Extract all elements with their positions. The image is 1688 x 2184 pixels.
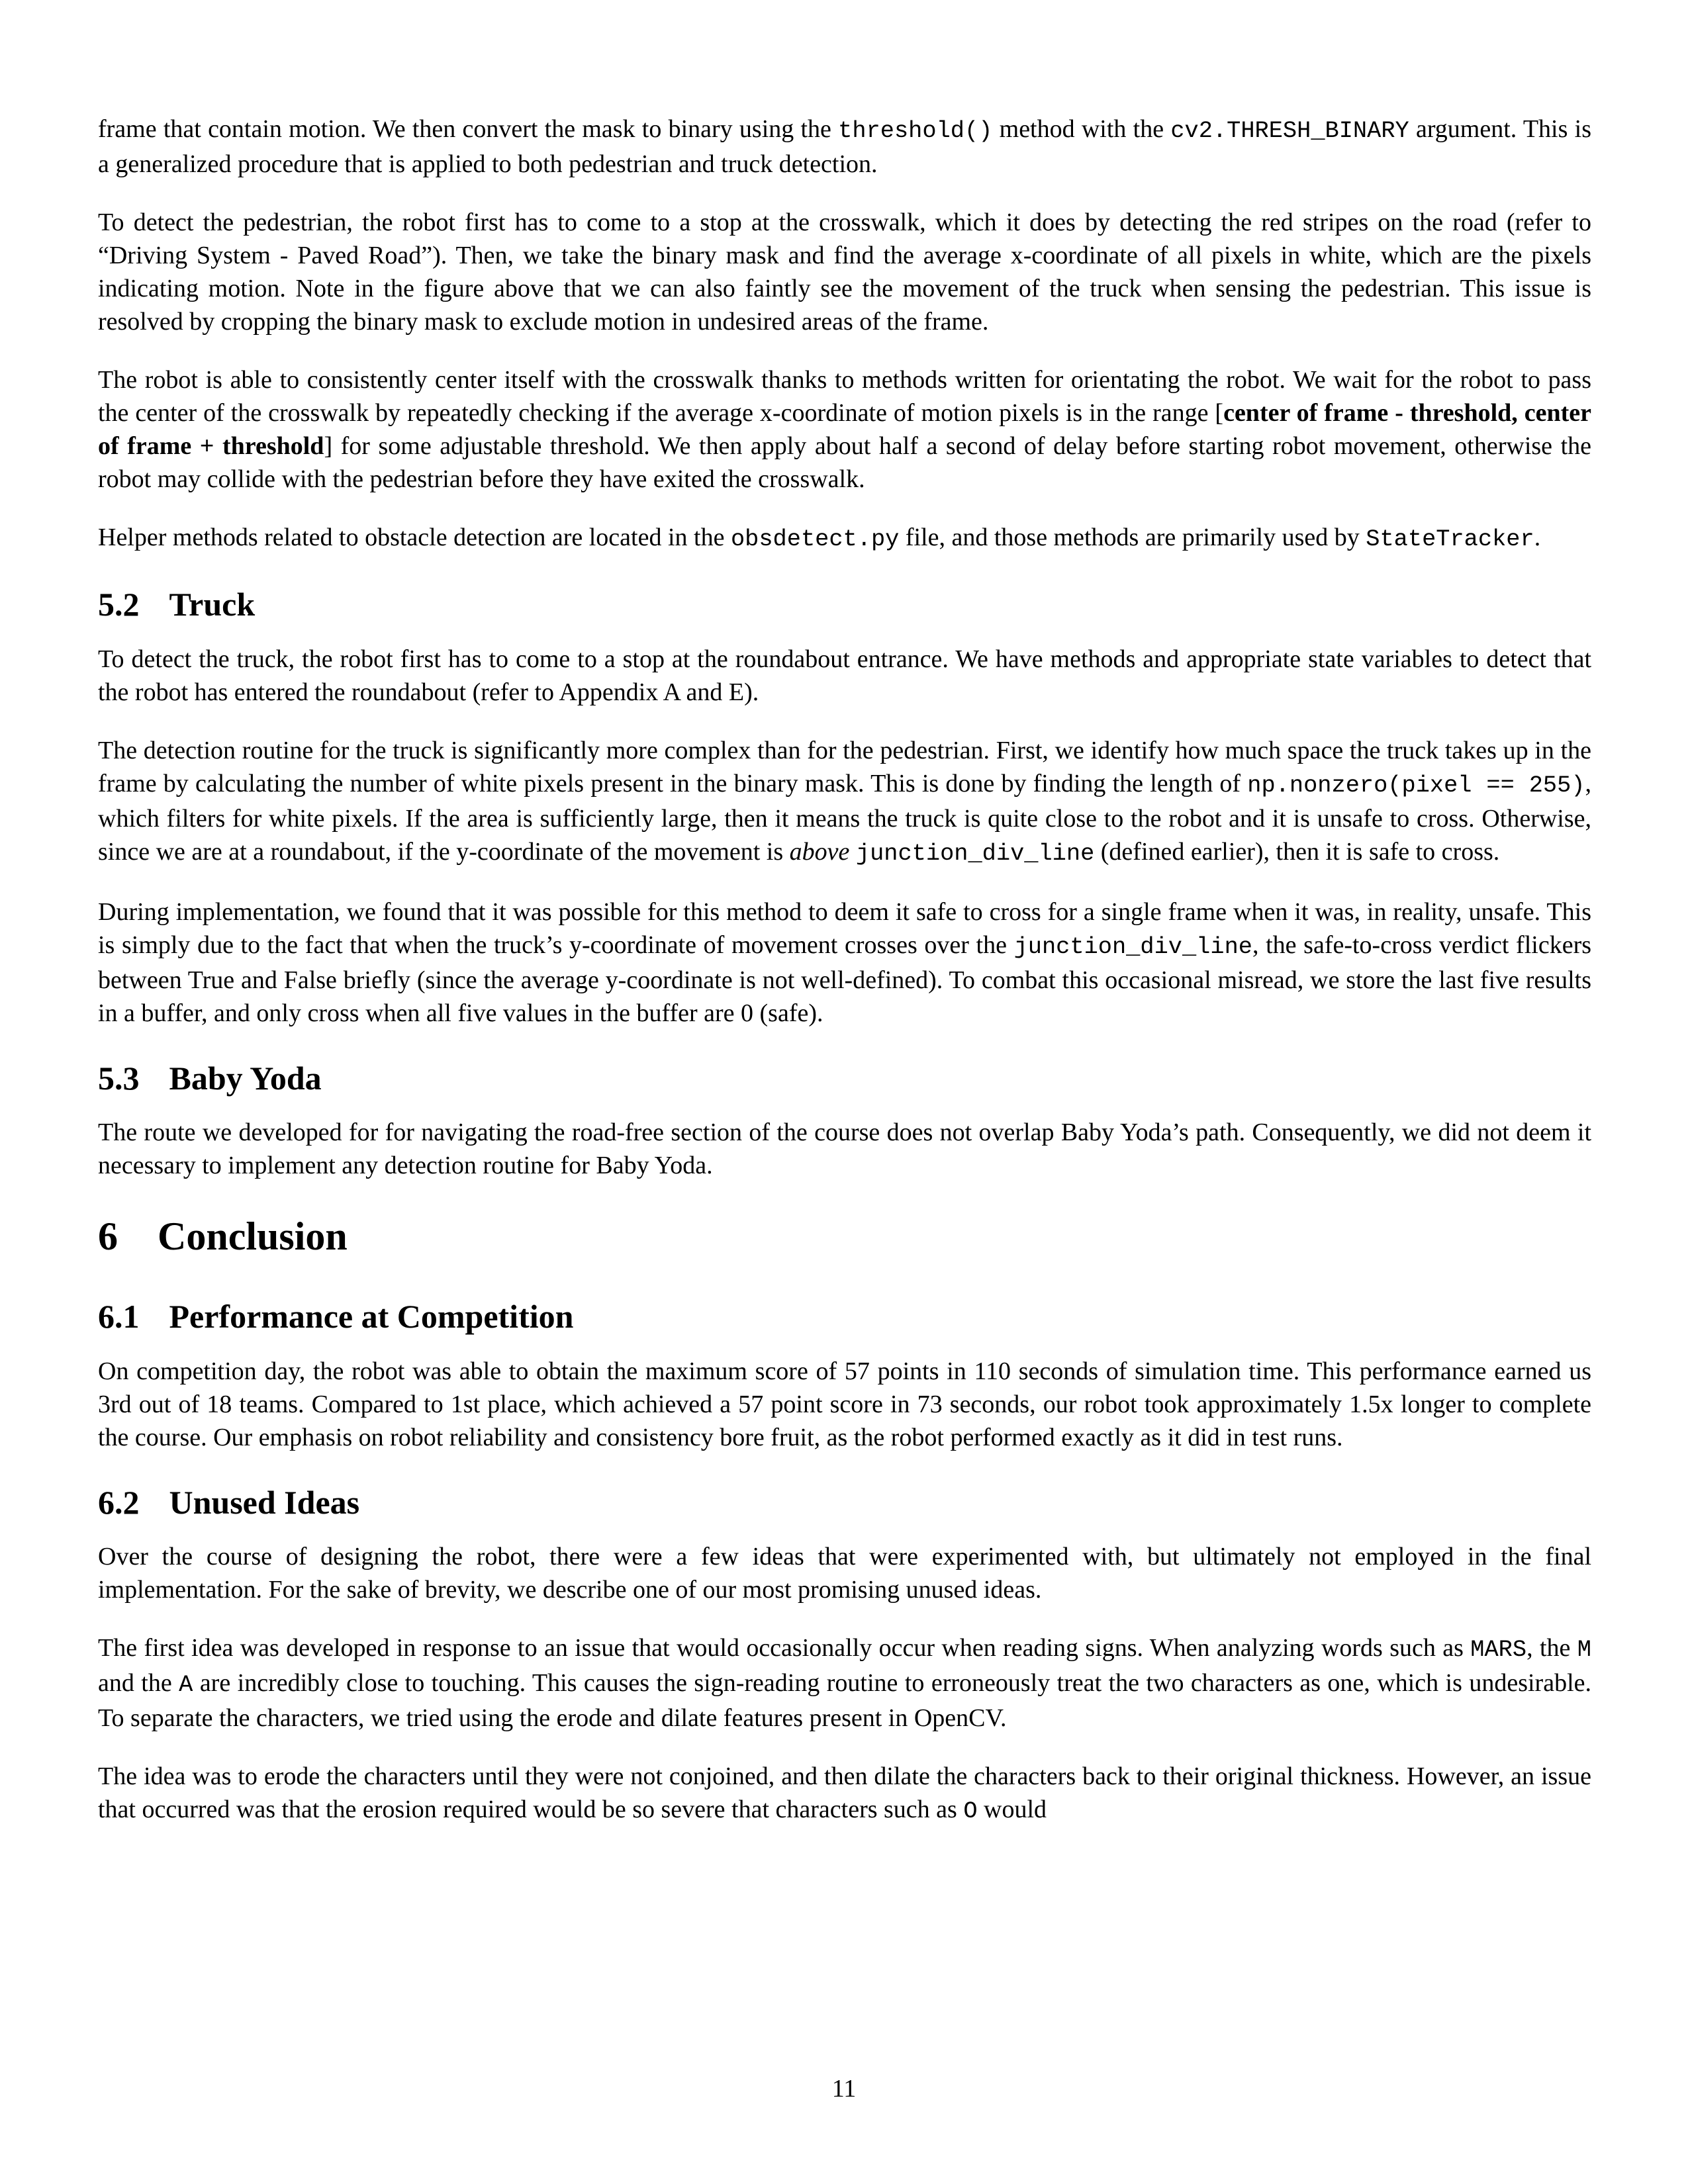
text-run: The route we developed for for navigating the road-free section of the course does not overlap Baby Yoda’s path. Consequently, we did not deem it necessary to implement any detection routine for Baby Yoda. [98, 1118, 1591, 1179]
text-run: The robot is able to consistently center itself with the crosswalk thanks to methods written for orientating the robot. We wait for the robot to pass the center of the crosswalk by repeatedly checking if the average x-coordinate of motion pixels is in the range [ [98, 366, 1591, 427]
inline-code: cv2.THRESH_BINARY [1170, 118, 1409, 144]
text-run: , which filters for white pixels. If the area is sufficiently large, then it means the truck is quite close to the robot and it is unsafe to cross. Otherwise, since we are at a roundabout, if the y-coordinate of the movement is [98, 769, 1592, 866]
paragraph [98, 734, 1591, 870]
inline-code: A [179, 1672, 193, 1698]
inline-code: StateTracker [1366, 526, 1534, 553]
paragraph [98, 1116, 1591, 1182]
paragraph [98, 1540, 1591, 1606]
text-run: would [977, 1796, 1047, 1823]
section-number: 5.3 [98, 1059, 140, 1097]
text-run [849, 838, 856, 866]
section-heading-5.2 [98, 586, 1591, 624]
inline-code: O [963, 1798, 978, 1825]
page-number: 11 [831, 2075, 857, 2103]
italic-text: above [789, 837, 850, 866]
section-title: Truck [169, 586, 256, 623]
section-title: Conclusion [158, 1214, 348, 1258]
section-number: 6 [98, 1214, 118, 1258]
inline-code: np.nonzero(pixel == 255) [1247, 772, 1585, 799]
paragraph [98, 1760, 1591, 1828]
text-run: file, and those methods are primarily used by [899, 523, 1366, 551]
text-run: The idea was to erode the characters until they were not conjoined, and then dilate the characters back to their original thickness. However, an issue that occurred was that the erosion required would be so severe that characters such as [98, 1762, 1591, 1823]
paragraph [98, 363, 1591, 496]
inline-code: junction_div_line [855, 840, 1095, 867]
paragraph [98, 1631, 1591, 1735]
paragraph [98, 1355, 1591, 1454]
section-title: Unused Ideas [169, 1483, 360, 1521]
paragraph [98, 113, 1591, 181]
paragraph [98, 206, 1591, 338]
section-title: Performance at Competition [169, 1298, 574, 1335]
bold-text: , [1511, 399, 1524, 427]
paragraph [98, 643, 1591, 709]
section-title: Baby Yoda [169, 1059, 322, 1097]
section-heading-6.1 [98, 1298, 1591, 1336]
text-run: are incredibly close to touching. This causes the sign-reading routine to erroneously treat the two characters as one, which is undesirable. To separate the characters, we tried using the erode and dilate features present in OpenCV. [98, 1669, 1591, 1732]
text-run: During implementation, we found that it was possible for this method to deem it safe to cross for a single frame when it was, in reality, unsafe. This is simply due to the fact that when the truck’s y-coordinate of movement crosses over the [98, 897, 1591, 959]
paragraph [98, 895, 1591, 1030]
text-run: Helper methods related to obstacle detection are located in the [98, 523, 731, 551]
paragraph [98, 521, 1591, 556]
section-heading-5.3 [98, 1060, 1591, 1098]
bold-text: center of frame + threshold [98, 399, 1591, 460]
text-run: argument. This is a generalized procedure that is applied to both pedestrian and truck detection. [98, 115, 1591, 178]
text-run: On competition day, the robot was able to obtain the maximum score of 57 points in 110 seconds of simulation time. This performance earned us 3rd out of 18 teams. Compared to 1st place, which achieved a 57 point score in 73 seconds, our robot took approximately 1.5x longer to complete the course. Our emphasis on robot reliability and consistency bore fruit, as the robot performed exactly as it did in test runs. [98, 1357, 1591, 1451]
text-run: , the safe-to-cross verdict flickers between True and False briefly (since the average y-coordinate is not well-defined). To combat this occasional misread, we store the last five results in a buffer, and only cross when all five values in the buffer are 0 (safe). [98, 931, 1592, 1027]
text-run: The first idea was developed in response to an issue that would occasionally occur when reading signs. When analyzing words such as [98, 1634, 1471, 1662]
inline-code: MARS [1470, 1637, 1527, 1663]
text-run: method with the [992, 115, 1171, 143]
text-run: To detect the truck, the robot first has to come to a stop at the roundabout entrance. We have methods and appropriate state variables to detect that the robot has entered the roundabout (refer to Appendix A and E). [98, 645, 1591, 706]
text-run: (defined earlier), then it is safe to cross. [1094, 837, 1500, 866]
section-number: 6.1 [98, 1298, 140, 1335]
inline-code: M [1577, 1637, 1591, 1663]
text-run: . [1534, 523, 1541, 551]
text-run: ] for some adjustable threshold. We then apply about half a second of delay before starting robot movement, otherwise the robot may collide with the pedestrian before they have exited the crosswalk. [98, 432, 1592, 493]
document-body [98, 113, 1591, 1853]
text-run: frame that contain motion. We then convert the mask to binary using the [98, 115, 839, 143]
text-run: The detection routine for the truck is significantly more complex than for the pedestrian. First, we identify how much space the truck takes up in the frame by calculating the number of white pixels present in the binary mask. This is done by finding the length of [98, 736, 1591, 797]
text-run: Over the course of designing the robot, there were a few ideas that were experimented with, but ultimately not employed in the final implementation. For the sake of brevity, we describe one of our most promising unused ideas. [98, 1543, 1591, 1604]
inline-code: junction_div_line [1013, 933, 1252, 960]
section-number: 6.2 [98, 1483, 140, 1521]
section-number: 5.2 [98, 586, 140, 623]
bold-text: center of frame - threshold [1223, 399, 1512, 427]
section-heading-6.2 [98, 1484, 1591, 1522]
section-heading-6 [98, 1214, 1591, 1259]
text-run: , the [1526, 1634, 1577, 1662]
text-run: and the [98, 1669, 179, 1697]
text-run: To detect the pedestrian, the robot first has to come to a stop at the crosswalk, which it does by detecting the red stripes on the road (refer to “Driving System - Paved Road”). Then, we take the binary mask and find the average x-coordinate of all pixels in white, which are the pixels indicating motion. Note in the figure above that we can also faintly see the movement of the truck when sensing the pedestrian. This issue is resolved by cropping the binary mask to exclude motion in undesired areas of the frame. [98, 208, 1591, 336]
inline-code: obsdetect.py [730, 526, 900, 553]
inline-code: threshold() [838, 118, 993, 144]
